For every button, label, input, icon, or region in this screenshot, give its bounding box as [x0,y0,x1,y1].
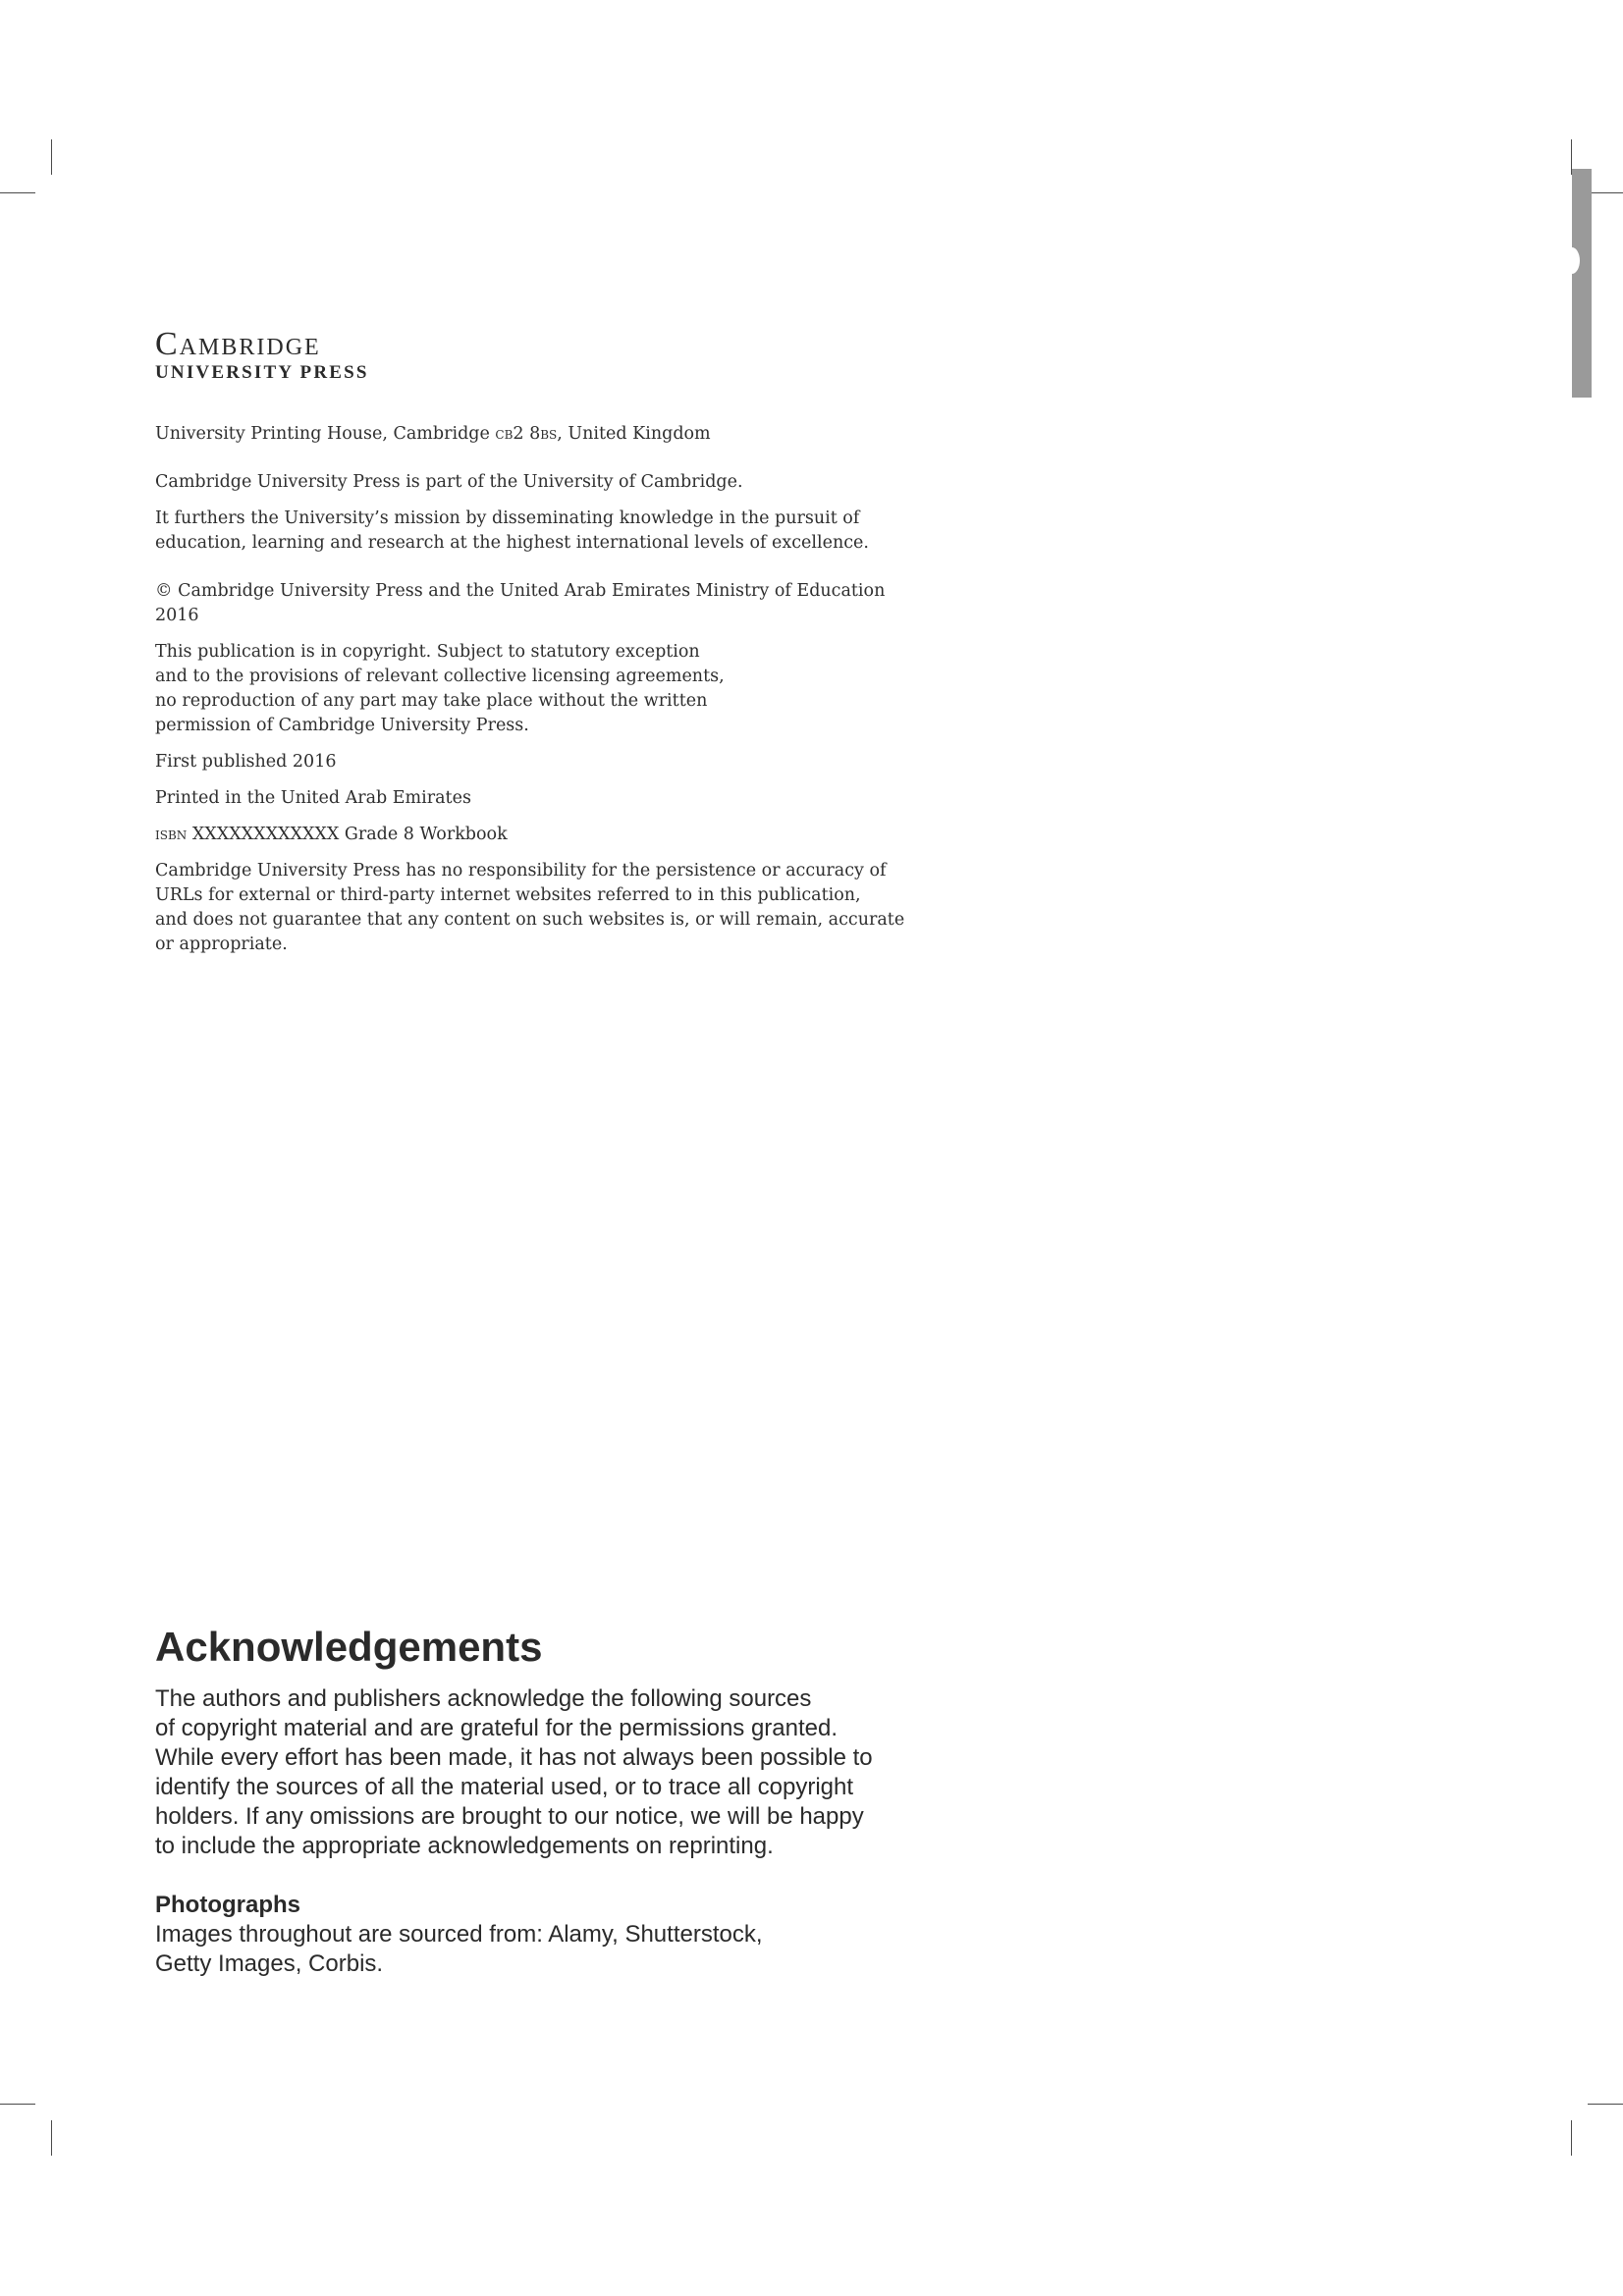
photographs-text [155,1920,960,1979]
logo-main-text: Cambridge [155,326,321,362]
address-postcode: cb2 8bs [495,424,558,444]
thumb-tab [1572,169,1592,398]
copyright-notice-line: no reproduction of any part may take place without the written [155,691,708,711]
disclaimer-line: and does not guarantee that any content on such websites is, or will remain, accurate [155,910,905,930]
publisher-address [155,422,921,447]
isbn-label: isbn [155,825,188,844]
acknowledgements-section [155,1622,960,1979]
acknowledgements-line: of copyright material and are grateful for the permissions granted. [155,1715,839,1741]
acknowledgements-title: Acknowledgements [155,1624,543,1670]
mission-statement [155,507,921,556]
disclaimer-line: or appropriate. [155,934,288,954]
acknowledgements-line: The authors and publishers acknowledge the following sources [155,1685,812,1712]
disclaimer-line: Cambridge University Press has no responsibility for the persistence or accuracy of [155,861,887,881]
publisher-logo [155,328,921,383]
address-prefix: University Printing House, Cambridge [155,424,496,444]
university-part-of: Cambridge University Press is part of the University of Cambridge. [155,472,743,492]
crop-mark-bottom-right-vertical [1571,2120,1572,2156]
copyright-notice-line: permission of Cambridge University Press. [155,716,529,735]
mission-line: education, learning and research at the highest international levels of excellence. [155,533,869,553]
acknowledgements-line: to include the appropriate acknowledgements on reprinting. [155,1833,774,1859]
mission-line: It furthers the University’s mission by disseminating knowledge in the pursuit of [155,508,860,528]
acknowledgements-line: holders. If any omissions are brought to our notice, we will be happy [155,1803,864,1830]
photographs-line: Getty Images, Corbis. [155,1950,384,1977]
crop-mark-top-right-horizontal [1588,192,1623,193]
crop-mark-top-left-horizontal [0,192,35,193]
acknowledgements-line: identify the sources of all the material used, or to trace all copyright [155,1774,854,1800]
copyright-notice [155,640,921,738]
thumb-tab-notch [1564,247,1580,274]
disclaimer-line: URLs for external or third-party internet websites referred to in this publication, [155,885,861,905]
imprint-block [155,328,921,969]
acknowledgements-line: While every effort has been made, it has not always been possible to [155,1744,873,1771]
acknowledgements-body [155,1684,960,1861]
copyright-notice-line: and to the provisions of relevant collective licensing agreements, [155,667,725,686]
first-published: First published 2016 [155,752,337,772]
copyright-line: © Cambridge University Press and the United Arab Emirates Ministry of Education 2016 [155,581,886,625]
logo-sub-text: UNIVERSITY PRESS [155,362,369,383]
crop-mark-top-left-vertical [51,139,52,175]
crop-mark-bottom-right-horizontal [1588,2104,1623,2105]
crop-mark-bottom-left-vertical [51,2120,52,2156]
copyright-notice-line: This publication is in copyright. Subject to statutory exception [155,642,700,662]
photographs-line: Images throughout are sourced from: Alamy, Shutterstock, [155,1921,763,1948]
printed-in: Printed in the United Arab Emirates [155,788,471,808]
address-suffix: , United Kingdom [557,424,711,444]
crop-mark-bottom-left-horizontal [0,2104,35,2105]
photographs-heading: Photographs [155,1892,300,1918]
isbn-value: XXXXXXXXXXXX Grade 8 Workbook [187,825,508,844]
isbn-line [155,823,921,847]
url-disclaimer [155,859,921,957]
